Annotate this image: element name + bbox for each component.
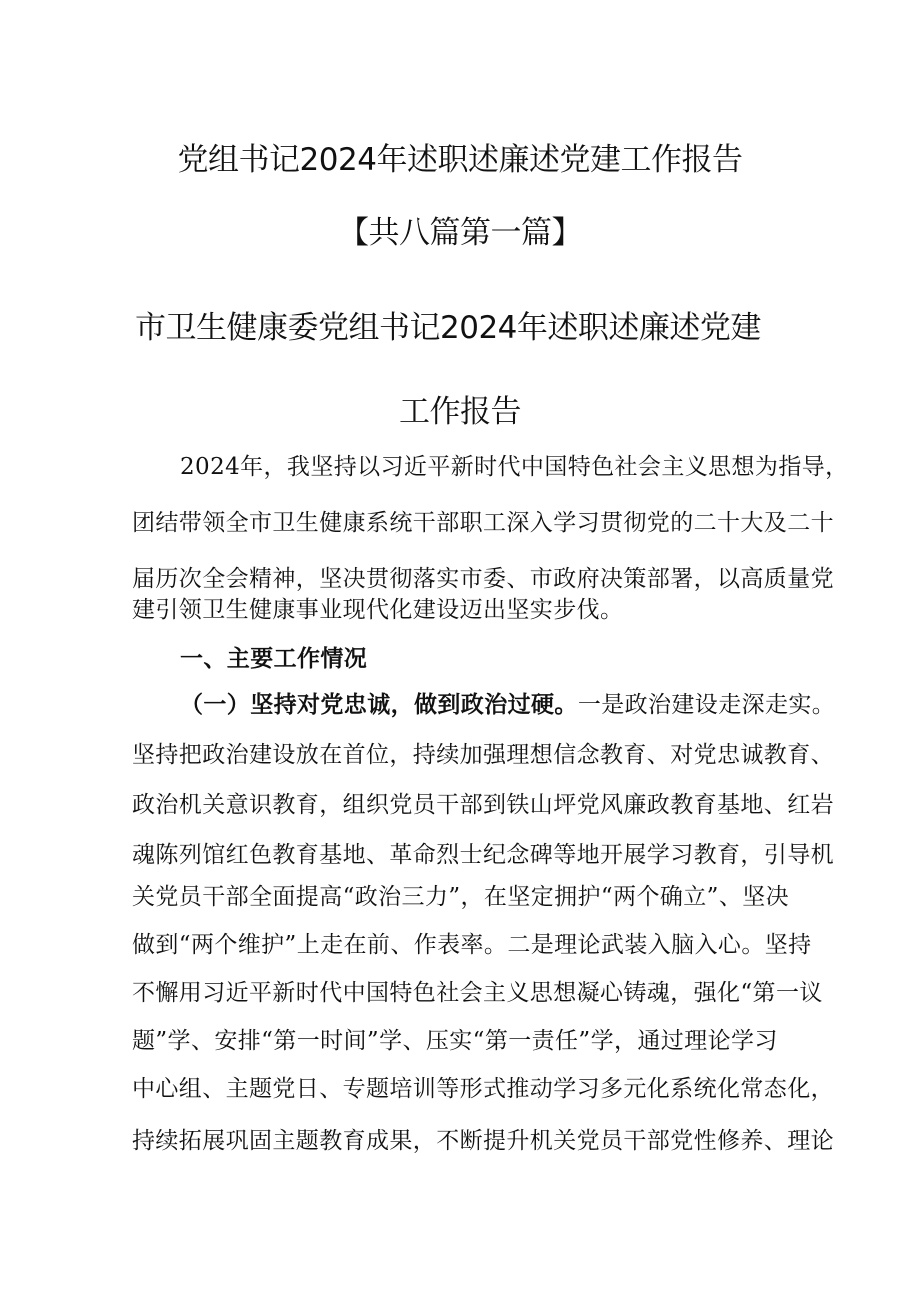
paragraph-heading: （一）坚持对党忠诚，做到政治过硬。 [180, 691, 578, 718]
paragraph-lead: 一是政治建设走深走实。 [577, 692, 836, 718]
paragraph-line: 关党员干部全面提高“政治三力”，在坚定拥护“两个确立”、坚决 [132, 884, 790, 910]
intro-line: 2024年，我坚持以习近平新时代中国特色社会主义思想为指导， [180, 454, 849, 480]
intro-line: 届历次全会精神，坚决贯彻落实市委、市政府决策部署，以高质量党 [132, 566, 834, 592]
document-title: 党组书记2024年述职述廉述党建工作报告 [177, 142, 743, 178]
paragraph-line: 题”学、安排“第一时间”学、压实“第一责任”学，通过理论学习 [132, 1028, 778, 1054]
paragraph-line: 持续拓展巩固主题教育成果，不断提升机关党员干部党性修养、理论 [132, 1128, 834, 1154]
report-title-line-1: 市卫生健康委党组书记2024年述职述廉述党建 [135, 310, 761, 346]
paragraph-line: 坚持把政治建设放在首位，持续加强理想信念教育、对党忠诚教育、 [132, 742, 834, 768]
section-heading: 一、主要工作情况 [180, 645, 368, 672]
paragraph-line: 政治机关意识教育，组织党员干部到铁山坪党风廉政教育基地、红岩 [132, 792, 834, 818]
intro-line: 团结带领全市卫生健康系统干部职工深入学习贯彻党的二十大及二十 [132, 510, 834, 536]
paragraph-first-line [180, 690, 836, 720]
document-series-label: 【共八篇第一篇】 [338, 215, 582, 251]
paragraph-line: 做到“两个维护”上走在前、作表率。二是理论武装入脑入心。坚持 [132, 932, 812, 958]
paragraph-line: 中心组、主题党日、专题培训等形式推动学习多元化系统化常态化， [132, 1076, 834, 1102]
intro-line: 建引领卫生健康事业现代化建设迈出坚实步伐。 [132, 597, 624, 623]
paragraph-line: 不懈用习近平新时代中国特色社会主义思想凝心铸魂，强化“第一议 [132, 980, 823, 1006]
report-title-line-2: 工作报告 [399, 394, 521, 430]
paragraph-line: 魂陈列馆红色教育基地、革命烈士纪念碑等地开展学习教育，引导机 [132, 842, 834, 868]
